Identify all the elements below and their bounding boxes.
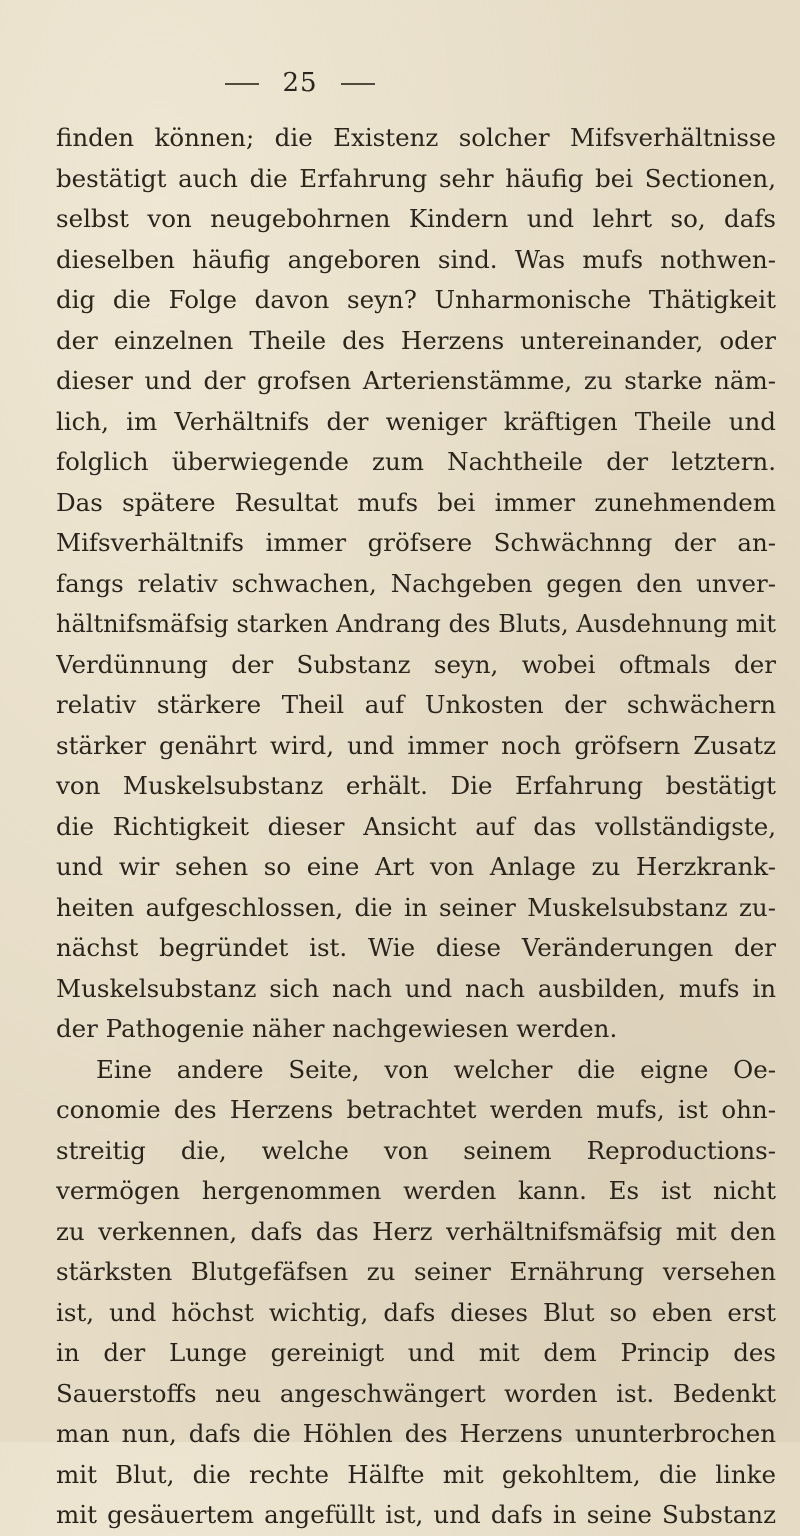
- text-line: stärksten Blutgefäfsen zu seiner Ernährung versehen: [56, 1257, 776, 1286]
- text-line: Eine andere Seite, von welcher die eigne Oe-: [96, 1054, 776, 1084]
- page-number-header: [0, 68, 600, 98]
- text-line: relativ stärkere Theil auf Unkosten der schwächern: [56, 690, 776, 719]
- text-line: fangs relativ schwachen, Nachgeben gegen den unver-: [56, 568, 776, 598]
- text-line: von Muskelsubstanz erhält. Die Erfahrung bestätigt: [56, 771, 776, 800]
- text-line: hältnifsmäfsig starken Andrang des Bluts, Ausdehnung mit: [56, 610, 776, 638]
- right-dash-ornament: [341, 83, 375, 85]
- text-line: die Richtigkeit dieser Ansicht auf das vollständigste,: [56, 811, 776, 841]
- text-line: vermögen hergenommen werden kann. Es ist nicht: [56, 1176, 776, 1205]
- body-text: [56, 118, 776, 1536]
- text-line: Das spätere Resultat mufs bei immer zunehmendem: [56, 487, 776, 517]
- text-line: der Pathogenie näher nachgewiesen werden.: [56, 1014, 618, 1043]
- text-line: bestätigt auch die Erfahrung sehr häufig bei Sectionen,: [56, 163, 776, 193]
- text-line: Mifsverhältnifs immer gröfsere Schwächnng der an-: [56, 528, 776, 557]
- text-line: Sauerstoffs neu angeschwängert worden ist. Bedenkt: [56, 1378, 776, 1408]
- text-line: mit Blut, die rechte Hälfte mit gekohltem, die linke: [56, 1459, 776, 1489]
- text-line: ist, und höchst wichtig, dafs dieses Blut so eben erst: [56, 1297, 776, 1327]
- text-line: folglich überwiegende zum Nachtheile der letztern.: [56, 447, 776, 476]
- text-line: nächst begründet ist. Wie diese Veränderungen der: [56, 933, 776, 962]
- text-line: finden können; die Existenz solcher Mifsverhältnisse: [56, 123, 776, 152]
- text-line: selbst von neugebohrnen Kindern und lehrt so, dafs: [56, 204, 776, 233]
- text-line: zu verkennen, dafs das Herz verhältnifsmäfsig mit den: [56, 1216, 776, 1246]
- text-line: heiten aufgeschlossen, die in seiner Muskelsubstanz zu-: [56, 892, 776, 922]
- page-number: 25: [282, 68, 318, 98]
- text-line: dieselben häufig angeboren sind. Was mufs nothwen-: [56, 244, 776, 274]
- text-line: Muskelsubstanz sich nach und nach ausbilden, mufs in: [56, 973, 776, 1003]
- text-line: conomie des Herzens betrachtet werden mufs, ist ohn-: [56, 1095, 776, 1124]
- text-line: streitig die, welche von seinem Reproductions-: [56, 1135, 776, 1165]
- text-line: mit gesäuertem angefüllt ist, und dafs in seine Substanz: [56, 1500, 776, 1529]
- text-line: man nun, dafs die Höhlen des Herzens ununterbrochen: [56, 1419, 776, 1448]
- text-line: Verdünnung der Substanz seyn, wobei oftmals der: [56, 649, 776, 679]
- left-dash-ornament: [225, 83, 259, 85]
- text-line: lich, im Verhältnifs der weniger kräftigen Theile und: [56, 406, 776, 436]
- text-line: stärker genährt wird, und immer noch gröfsern Zusatz: [56, 730, 776, 760]
- text-line: der einzelnen Theile des Herzens untereinander, oder: [56, 325, 776, 355]
- text-line: und wir sehen so eine Art von Anlage zu Herzkrank-: [56, 852, 776, 881]
- text-line: in der Lunge gereinigt und mit dem Princip des: [56, 1338, 776, 1367]
- text-line: dieser und der grofsen Arterienstämme, zu starke näm-: [56, 366, 776, 395]
- text-line: dig die Folge davon seyn? Unharmonische Thätigkeit: [56, 285, 776, 314]
